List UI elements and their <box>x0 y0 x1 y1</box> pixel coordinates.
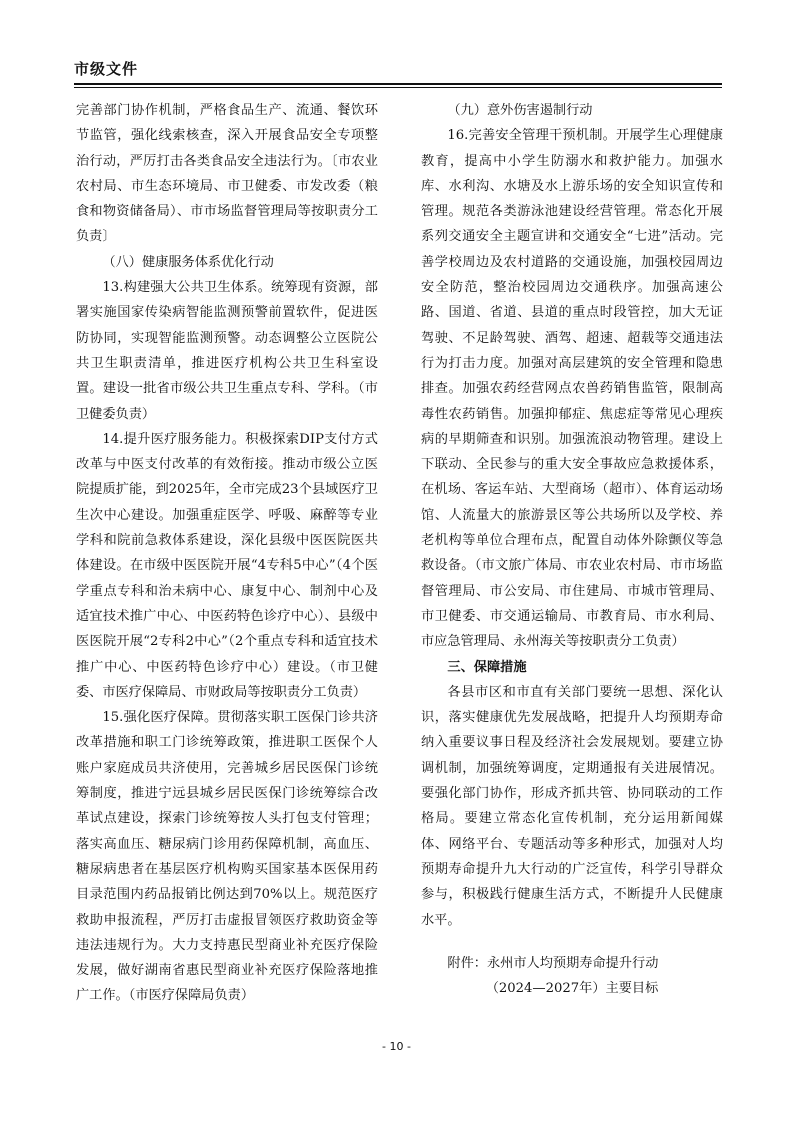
header-rule-thin <box>74 87 722 88</box>
running-header: 市级文件 <box>74 60 139 78</box>
paragraph-safeguards: 各县市区和市直有关部门要统一思想、深化认识，落实健康优先发展战略，把提升人均预期寿命纳入重要议事日程及经济社会发展规划。要建立协调机制，加强统筹调度，定期通报有关进展情况。要强化部门协作，形成齐抓共管、协同联动的工作格局。要建立常态化宣传机制，充分运用新闻媒体、网络平台、专题活动等多种形式，加强对人均预期寿命提升九大行动的广泛宣传，科学引导群众参与，积极践行健康生活方式，不断提升人民健康水平。 <box>421 684 723 928</box>
page-number: - 10 - <box>382 1040 411 1053</box>
paragraph-food-safety: 完善部门协作机制，严格食品生产、流通、餐饮环节监管，强化线索核查，深入开展食品安全专项整治行动，严厉打击各类食品安全违法行为。〔市农业农村局、市生态环境局、市卫健委、市发改委（粮食和物资储备局）、市市场监督管理局等按职责分工负责〕 <box>76 103 378 245</box>
attachment-line-1: 附件：永州市人均预期寿命提升行动 <box>447 955 659 971</box>
left-column <box>76 98 378 1009</box>
item-13-public-health: 13.构建强大公共卫生体系。统筹现有资源，部署实施国家传染病智能监测预警前置软件，促进医防协同，实现智能监测预警。动态调整公立医院公共卫生职责清单，推进医疗机构公共卫生科室设置。建设一批省市级公共卫生重点专科、学科。（市卫健委负责） <box>76 280 378 422</box>
item-14-medical-service: 14.提升医疗服务能力。积极探索DIP支付方式改革与中医支付改革的有效衔接。推动市级公立医院提质扩能，到2025年，全市完成23个县域医疗卫生次中心建设。加强重症医学、呼吸、麻醉等专业学科和院前急救体系建设，深化县级中医医院医共体建设。在市级中医医院开展“4专科5中心”（4个医学重点专科和治未病中心、康复中心、制剂中心及适宜技术推广中心、中医药特色诊疗中心）、县级中医医院开展“2专科2中心”（2个重点专科和适宜技术推广中心、中医药特色诊疗中心）建设。（市卫健委、市医疗保障局、市财政局等按职责分工负责） <box>76 431 378 700</box>
section-heading-9: （九）意外伤害遏制行动 <box>447 103 593 118</box>
header-rule <box>74 83 722 85</box>
attachment-line-2: （2024—2027年）主要目标 <box>485 981 659 997</box>
item-15-medical-insurance: 15.强化医疗保障。贯彻落实职工医保门诊共济改革措施和职工门诊统筹政策，推进职工医保个人账户家庭成员共济使用，完善城乡居民医保门诊统筹制度，推进宁远县城乡居民医保门诊统筹综合改革试点建设，探索门诊统筹按人头打包支付管理；落实高血压、糖尿病门诊用药保障机制，高血压、糖尿病患者在基层医疗机构购买国家基本医保用药目录范围内药品报销比例达到70%以上。规范医疗救助申报流程，严厉打击虚报冒领医疗救助资金等违法违规行为。大力支持惠民型商业补充医疗保险发展，做好湖南省惠民型商业补充医疗保险落地推广工作。（市医疗保障局负责） <box>76 710 378 1004</box>
right-column <box>421 98 723 1001</box>
section-heading-8: （八）健康服务体系优化行动 <box>102 254 274 270</box>
item-16-safety-management: 16.完善安全管理干预机制。开展学生心理健康教育，提高中小学生防溺水和救护能力。加强水库、水利沟、水塘及水上游乐场的安全知识宣传和管理。规范各类游泳池建设经营管理。常态化开展系列交通安全主题宣讲和交通安全“七进”活动。完善学校周边及农村道路的交通设施，加强校园周边安全防范，整治校园周边交通秩序。加强高速公路、国道、省道、县道的重点时段管控，加大无证驾驶、不足龄驾驶、酒驾、超速、超载等交通违法行为打击力度。加强对高层建筑的安全管理和隐患排查。加强农药经营网点农兽药销售监管，限制高毒性农药销售。加强抑郁症、焦虑症等常见心理疾病的早期筛查和识别。加强流浪动物管理。建设上下联动、全民参与的重大安全事故应急救援体系，在机场、客运车站、大型商场（超市）、体育运动场馆、人流量大的旅游景区等公共场所以及学校、养老机构等单位合理布点，配置自动体外除颤仪等急救设备。（市文旅广体局、市农业农村局、市市场监督管理局、市公安局、市住建局、市城市管理局、市卫健委、市交通运输局、市教育局、市水利局、市应急管理局、永州海关等按职责分工负责） <box>421 128 723 650</box>
section-heading-3: 三、保障措施 <box>447 659 527 675</box>
